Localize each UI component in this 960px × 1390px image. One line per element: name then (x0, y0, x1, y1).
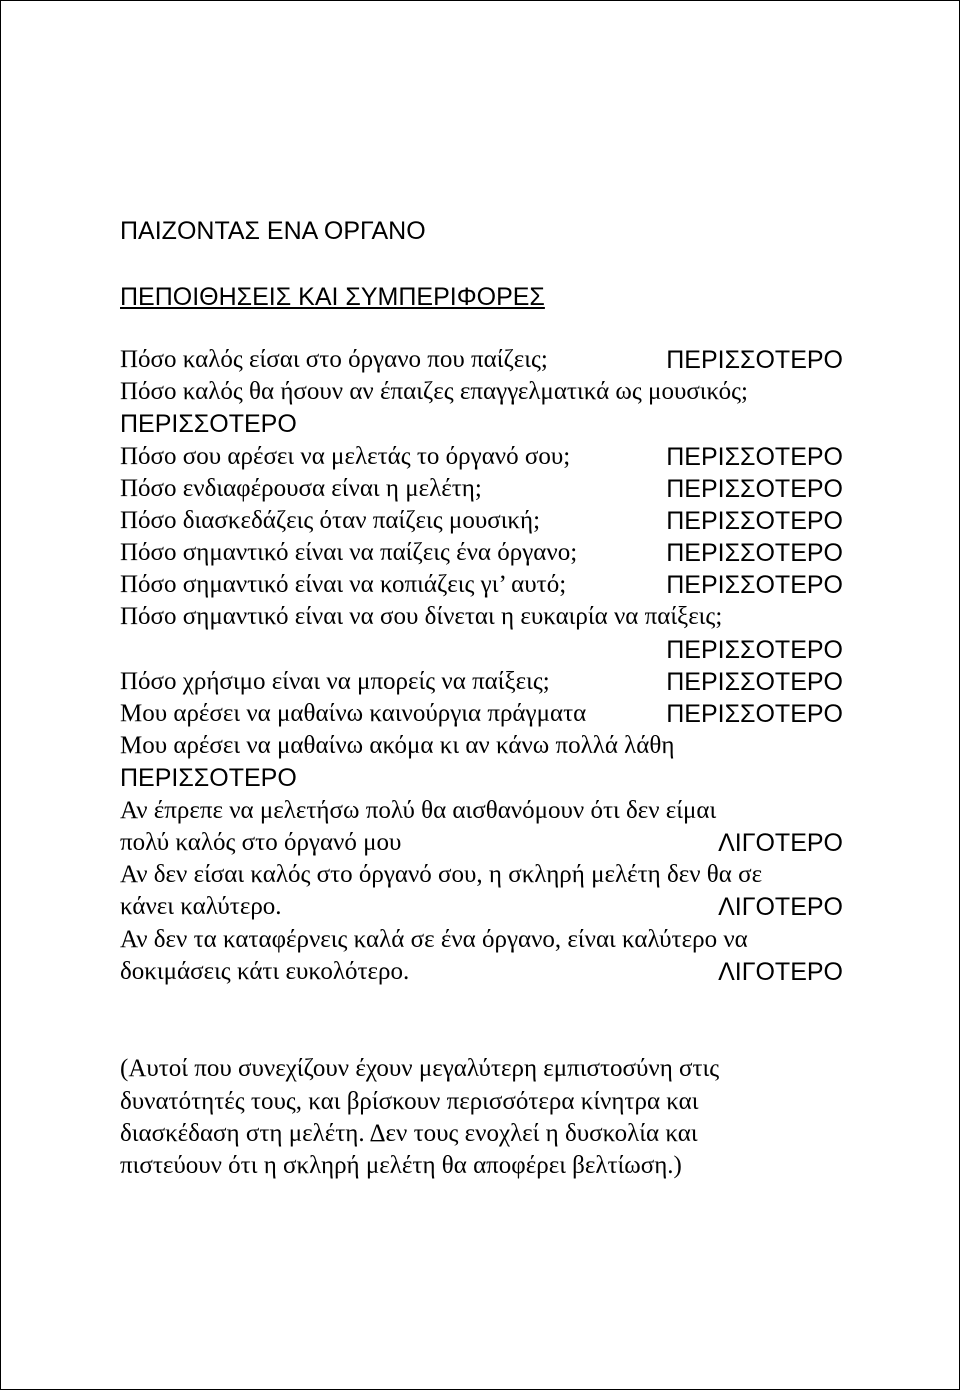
statement-answer: ΠΕΡΙΣΣΟΤΕΡΟ (666, 346, 843, 374)
statement-answer: ΛΙΓΟΤΕΡΟ (718, 829, 843, 857)
statement-row (120, 441, 843, 473)
statement-answer: ΠΕΡΙΣΣΟΤΕΡΟ (120, 410, 297, 438)
statement-text: Αν δεν τα καταφέρνεις καλά σε ένα όργανο, είναι καλύτερο να (120, 926, 748, 953)
statement-answer: ΠΕΡΙΣΣΟΤΕΡΟ (666, 668, 843, 696)
statement-text: Πόσο ενδιαφέρουσα είναι η μελέτη; (120, 475, 482, 502)
statement-row (120, 569, 843, 601)
document-subtitle: ΠΕΠΟΙΘΗΣΕΙΣ ΚΑΙ ΣΥΜΠΕΡΙΦΟΡΕΣ (120, 283, 545, 311)
note-line: (Αυτοί που συνεχίζουν έχουν μεγαλύτερη εμπιστοσύνη στις (120, 1055, 720, 1082)
note-line: πιστεύουν ότι η σκληρή μελέτη θα αποφέρει βελτίωση.) (120, 1152, 682, 1179)
statement-answer: ΠΕΡΙΣΣΟΤΕΡΟ (666, 507, 843, 535)
statement-text: Μου αρέσει να μαθαίνω καινούργια πράγματα (120, 700, 587, 727)
statement-row (120, 891, 843, 923)
statement-row (120, 956, 843, 988)
statement-text: Πόσο χρήσιμο είναι να μπορείς να παίξεις; (120, 668, 550, 695)
statement-row (120, 537, 843, 569)
statement-text: Πόσο διασκεδάζεις όταν παίζεις μουσική; (120, 507, 541, 534)
statement-answer: ΠΕΡΙΣΣΟΤΕΡΟ (666, 443, 843, 471)
statement-text: Πόσο σημαντικό είναι να κοπιάζεις γι’ αυτό; (120, 571, 567, 598)
statement-answer: ΛΙΓΟΤΕΡΟ (718, 958, 843, 986)
document-title: ΠΑΙΖΟΝΤΑΣ ΕΝΑ ΟΡΓΑΝΟ (120, 217, 426, 245)
statement-answer: ΠΕΡΙΣΣΟΤΕΡΟ (666, 700, 843, 728)
statement-text: κάνει καλύτερο. (120, 893, 282, 920)
statement-row (120, 698, 843, 730)
statement-row (120, 505, 843, 537)
statement-text: Πόσο σημαντικό είναι να σου δίνεται η ευκαιρία να παίξεις; (120, 603, 723, 630)
statement-text: Αν δεν είσαι καλός στο όργανό σου, η σκληρή μελέτη δεν θα σε (120, 861, 763, 888)
statement-text: δοκιμάσεις κάτι ευκολότερο. (120, 958, 410, 985)
statement-answer: ΠΕΡΙΣΣΟΤΕΡΟ (666, 571, 843, 599)
statement-text: Αν έπρεπε να μελετήσω πολύ θα αισθανόμουν ότι δεν είμαι (120, 797, 717, 824)
statement-row (120, 473, 843, 505)
statement-text: Πόσο σου αρέσει να μελετάς το όργανό σου; (120, 443, 571, 470)
statement-answer: ΠΕΡΙΣΣΟΤΕΡΟ (666, 636, 843, 664)
statement-text: πολύ καλός στο όργανό μου (120, 829, 402, 856)
statement-answer: ΠΕΡΙΣΣΟΤΕΡΟ (666, 539, 843, 567)
statement-text: Πόσο σημαντικό είναι να παίζεις ένα όργανο; (120, 539, 578, 566)
statement-row (120, 827, 843, 859)
statement-answer: ΛΙΓΟΤΕΡΟ (718, 893, 843, 921)
note-line: δυνατότητές τους, και βρίσκουν περισσότερα κίνητρα και (120, 1088, 699, 1115)
note-line: διασκέδαση στη μελέτη. Δεν τους ενοχλεί η δυσκολία και (120, 1120, 698, 1147)
statement-answer: ΠΕΡΙΣΣΟΤΕΡΟ (666, 475, 843, 503)
statement-answer: ΠΕΡΙΣΣΟΤΕΡΟ (120, 764, 297, 792)
statement-row (120, 344, 843, 376)
statement-text: Πόσο καλός είσαι στο όργανο που παίζεις; (120, 346, 548, 373)
statement-row (120, 666, 843, 698)
statement-text: Πόσο καλός θα ήσουν αν έπαιζες επαγγελματικά ως μουσικός; (120, 378, 748, 405)
statement-text: Μου αρέσει να μαθαίνω ακόμα κι αν κάνω πολλά λάθη (120, 732, 675, 759)
